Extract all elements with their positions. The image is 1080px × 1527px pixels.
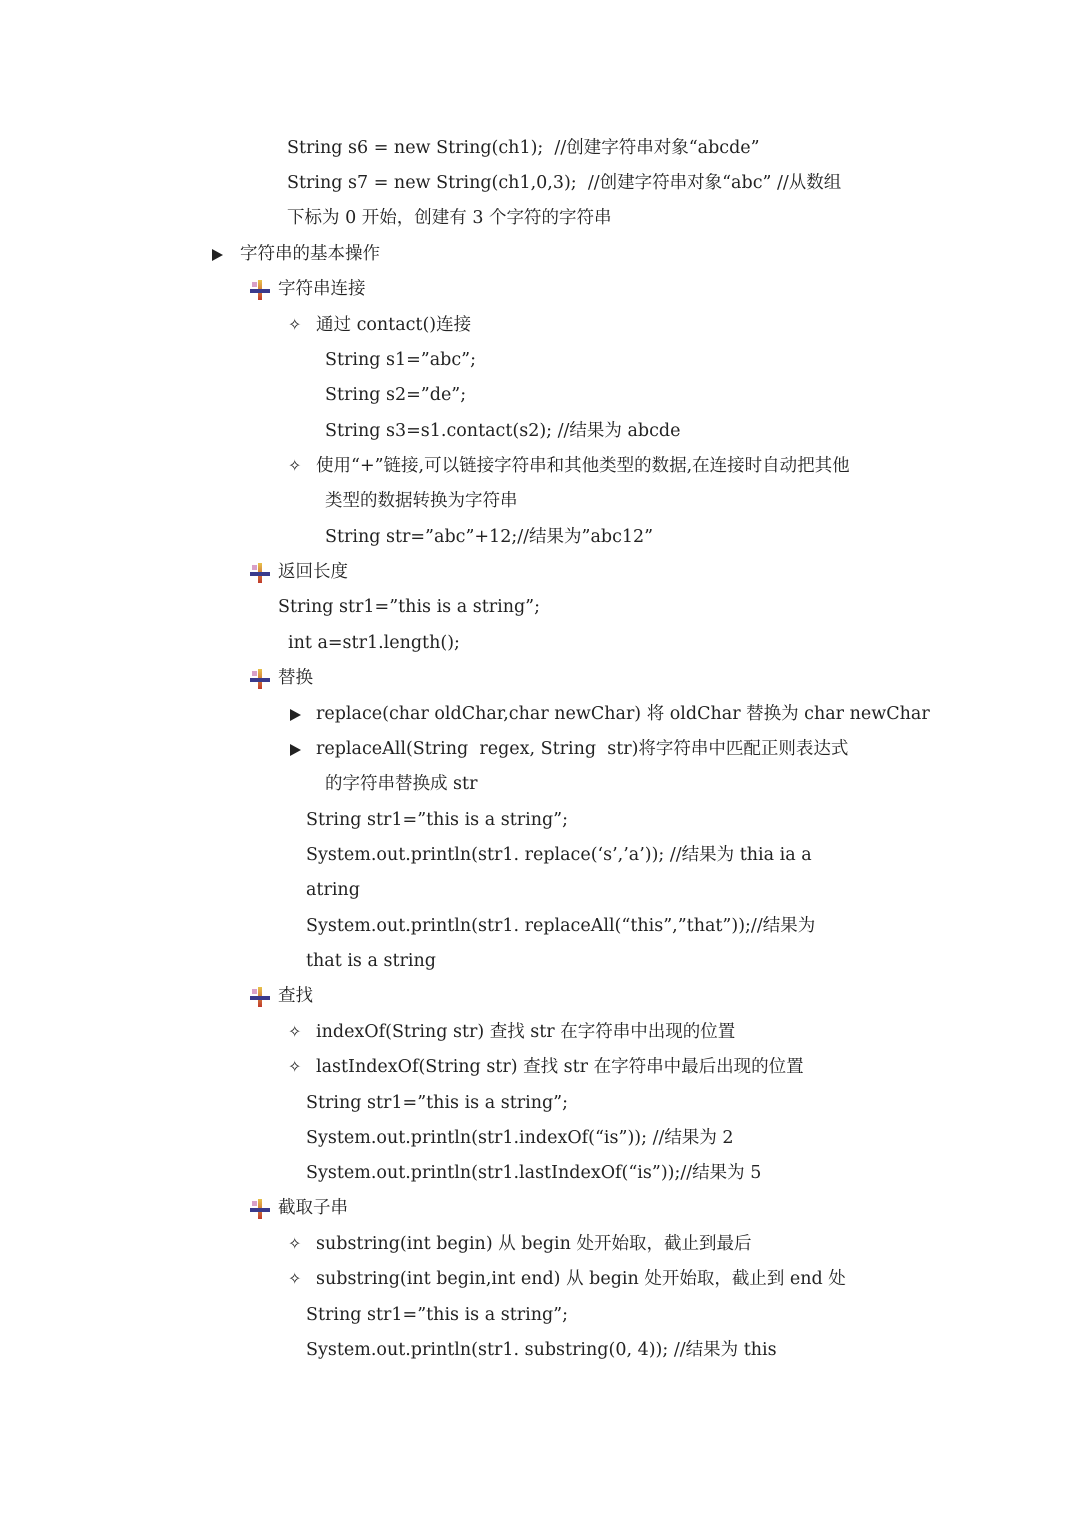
list-item: substring(int begin,int end) 从 begin 处开始取，截止到 end 处 [316, 1269, 846, 1289]
plus-bullet-icon [250, 987, 270, 1007]
section-heading: 字符串的基本操作 [240, 244, 380, 264]
code-line: String str1=”this is a string”; [278, 597, 541, 617]
diamond-bullet-icon: ✧ [288, 1234, 302, 1253]
arrow-bullet-icon [290, 744, 301, 756]
code-line: System.out.println(str1. replace(‘s’,’a’)); //结果为 thia ia a [306, 845, 812, 865]
list-item: lastIndexOf(String str) 查找 str 在字符串中最后出现的位置 [316, 1057, 804, 1077]
diamond-bullet-icon: ✧ [288, 456, 302, 475]
arrow-bullet-icon [290, 709, 301, 721]
plus-bullet-icon [250, 563, 270, 583]
code-line: String str=”abc”+12;//结果为”abc12” [325, 527, 654, 547]
code-line: System.out.println(str1. replaceAll(“this”,”that”));//结果为 [306, 916, 816, 936]
code-line: System.out.println(str1.indexOf(“is”)); //结果为 2 [306, 1128, 734, 1148]
diamond-bullet-icon: ✧ [288, 1022, 302, 1041]
code-line: that is a string [306, 951, 436, 971]
plus-bullet-icon [250, 1199, 270, 1219]
code-line: String s2=”de”; [325, 385, 467, 405]
code-line: int a=str1.length(); [288, 633, 460, 653]
list-item: replaceAll(String regex, String str)将字符串中匹配正则表达式 [316, 739, 849, 759]
subsection-heading: 替换 [278, 668, 313, 688]
code-line: System.out.println(str1.lastIndexOf(“is”));//结果为 5 [306, 1163, 762, 1183]
text-line: 的字符串替换成 str [325, 774, 478, 794]
text-line: 下标为 0 开始，创建有 3 个字符的字符串 [287, 208, 612, 228]
plus-bullet-icon [250, 280, 270, 300]
list-item: 通过 contact()连接 [316, 315, 472, 335]
code-line: String str1=”this is a string”; [306, 810, 569, 830]
code-line: String str1=”this is a string”; [306, 1093, 569, 1113]
code-line: String s7 = new String(ch1,0,3); //创建字符串对象“abc” //从数组 [287, 173, 842, 193]
code-line: String s6 = new String(ch1); //创建字符串对象“abcde” [287, 138, 760, 158]
subsection-heading: 字符串连接 [278, 279, 366, 299]
diamond-bullet-icon: ✧ [288, 1057, 302, 1076]
list-item: substring(int begin) 从 begin 处开始取，截止到最后 [316, 1234, 752, 1254]
list-item: replace(char oldChar,char newChar) 将 oldChar 替换为 char newChar [316, 704, 930, 724]
list-item: indexOf(String str) 查找 str 在字符串中出现的位置 [316, 1022, 736, 1042]
list-item: 使用“+”链接,可以链接字符串和其他类型的数据,在连接时自动把其他 [316, 456, 850, 476]
subsection-heading: 截取子串 [278, 1198, 348, 1218]
plus-bullet-icon [250, 669, 270, 689]
subsection-heading: 返回长度 [278, 562, 348, 582]
code-line: String s1=”abc”; [325, 350, 477, 370]
diamond-bullet-icon: ✧ [288, 315, 302, 334]
code-line: atring [306, 880, 360, 900]
code-line: String str1=”this is a string”; [306, 1305, 569, 1325]
code-line: System.out.println(str1. substring(0, 4)); //结果为 this [306, 1340, 777, 1360]
diamond-bullet-icon: ✧ [288, 1269, 302, 1288]
arrow-bullet-icon [212, 249, 223, 261]
subsection-heading: 查找 [278, 986, 313, 1006]
text-line: 类型的数据转换为字符串 [325, 491, 518, 511]
code-line: String s3=s1.contact(s2); //结果为 abcde [325, 421, 681, 441]
